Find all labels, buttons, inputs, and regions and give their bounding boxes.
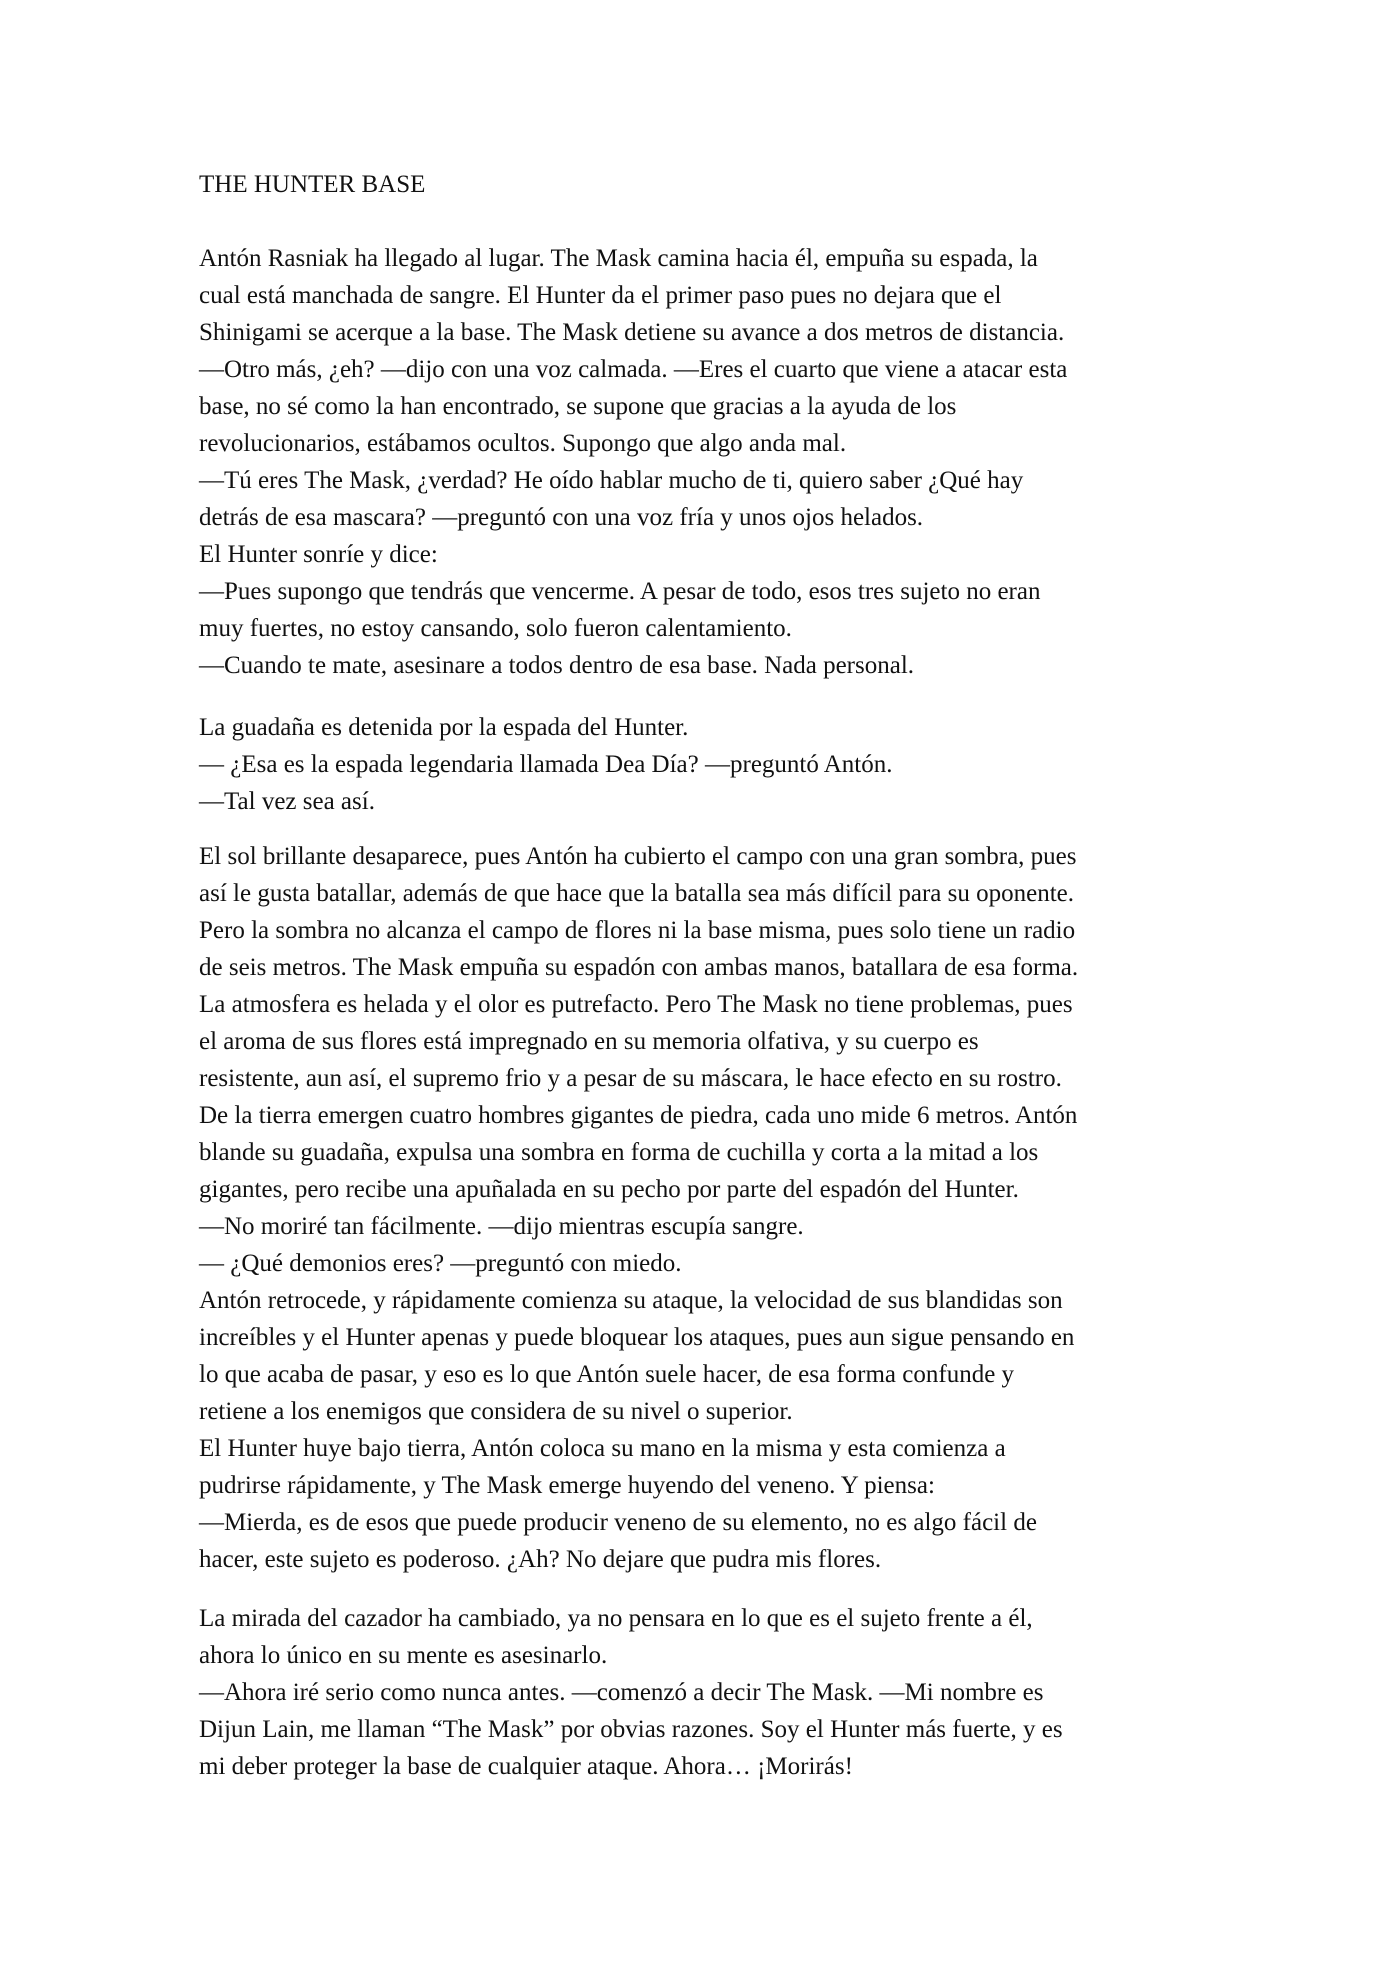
text-line: detrás de esa mascara? —preguntó con una voz fría y unos ojos helados. (199, 504, 924, 531)
text-line: mi deber proteger la base de cualquier ataque. Ahora… ¡Morirás! (199, 1753, 853, 1780)
text-line: Antón retrocede, y rápidamente comienza su ataque, la velocidad de sus blandidas son (199, 1287, 1063, 1314)
text-line: La atmosfera es helada y el olor es putrefacto. Pero The Mask no tiene problemas, pues (199, 991, 1073, 1018)
text-block-3 (199, 838, 1199, 1578)
text-line: El sol brillante desaparece, pues Antón ha cubierto el campo con una gran sombra, pues (199, 843, 1077, 870)
text-line: El Hunter huye bajo tierra, Antón coloca su mano en la misma y esta comienza a (199, 1435, 1006, 1462)
text-line: revolucionarios, estábamos ocultos. Supongo que algo anda mal. (199, 430, 847, 457)
text-line: Pero la sombra no alcanza el campo de flores ni la base misma, pues solo tiene un radio (199, 917, 1076, 944)
text-line: El Hunter sonríe y dice: (199, 541, 438, 568)
text-block-4 (199, 1600, 1199, 1785)
text-block-1 (199, 240, 1199, 684)
text-line: De la tierra emergen cuatro hombres gigantes de piedra, cada uno mide 6 metros. Antón (199, 1102, 1078, 1129)
text-line: gigantes, pero recibe una apuñalada en su pecho por parte del espadón del Hunter. (199, 1176, 1019, 1203)
text-line: —Tú eres The Mask, ¿verdad? He oído hablar mucho de ti, quiero saber ¿Qué hay (199, 467, 1024, 494)
text-line: —Ahora iré serio como nunca antes. —comenzó a decir The Mask. —Mi nombre es (199, 1679, 1044, 1706)
document-title: THE HUNTER BASE (199, 171, 426, 198)
text-line: el aroma de sus flores está impregnado en su memoria olfativa, y su cuerpo es (199, 1028, 979, 1055)
text-line: — ¿Esa es la espada legendaria llamada Dea Día? —preguntó Antón. (199, 751, 893, 778)
text-line: así le gusta batallar, además de que hace que la batalla sea más difícil para su oponente. (199, 880, 1075, 907)
text-line: muy fuertes, no estoy cansando, solo fueron calentamiento. (199, 615, 792, 642)
text-line: lo que acaba de pasar, y eso es lo que Antón suele hacer, de esa forma confunde y (199, 1361, 1015, 1388)
text-line: —Mierda, es de esos que puede producir veneno de su elemento, no es algo fácil de (199, 1509, 1037, 1536)
text-line: cual está manchada de sangre. El Hunter da el primer paso pues no dejara que el (199, 282, 1002, 309)
text-line: blande su guadaña, expulsa una sombra en forma de cuchilla y corta a la mitad a los (199, 1139, 1039, 1166)
text-line: increíbles y el Hunter apenas y puede bloquear los ataques, pues aun sigue pensando en (199, 1324, 1075, 1351)
text-line: —Cuando te mate, asesinare a todos dentro de esa base. Nada personal. (199, 652, 915, 679)
text-line: Dijun Lain, me llaman “The Mask” por obvias razones. Soy el Hunter más fuerte, y es (199, 1716, 1063, 1743)
text-line: base, no sé como la han encontrado, se supone que gracias a la ayuda de los (199, 393, 957, 420)
text-line: La mirada del cazador ha cambiado, ya no pensara en lo que es el sujeto frente a él, (199, 1605, 1033, 1632)
text-line: resistente, aun así, el supremo frio y a pesar de su máscara, le hace efecto en su rostro. (199, 1065, 1062, 1092)
text-line: La guadaña es detenida por la espada del Hunter. (199, 714, 689, 741)
text-block-2 (199, 709, 1199, 820)
text-line: hacer, este sujeto es poderoso. ¿Ah? No dejare que pudra mis flores. (199, 1546, 882, 1573)
text-line: Shinigami se acerque a la base. The Mask detiene su avance a dos metros de distancia. (199, 319, 1065, 346)
text-line: retiene a los enemigos que considera de su nivel o superior. (199, 1398, 793, 1425)
text-line: ahora lo único en su mente es asesinarlo. (199, 1642, 608, 1669)
text-line: — ¿Qué demonios eres? —preguntó con miedo. (199, 1250, 682, 1277)
text-line: Antón Rasniak ha llegado al lugar. The Mask camina hacia él, empuña su espada, la (199, 245, 1038, 272)
text-line: —No moriré tan fácilmente. —dijo mientras escupía sangre. (199, 1213, 804, 1240)
text-line: —Otro más, ¿eh? —dijo con una voz calmada. —Eres el cuarto que viene a atacar esta (199, 356, 1068, 383)
text-line: de seis metros. The Mask empuña su espadón con ambas manos, batallara de esa forma. (199, 954, 1079, 981)
text-line: pudrirse rápidamente, y The Mask emerge huyendo del veneno. Y piensa: (199, 1472, 935, 1499)
text-line: —Pues supongo que tendrás que vencerme. A pesar de todo, esos tres sujeto no eran (199, 578, 1041, 605)
text-line: —Tal vez sea así. (199, 788, 375, 815)
